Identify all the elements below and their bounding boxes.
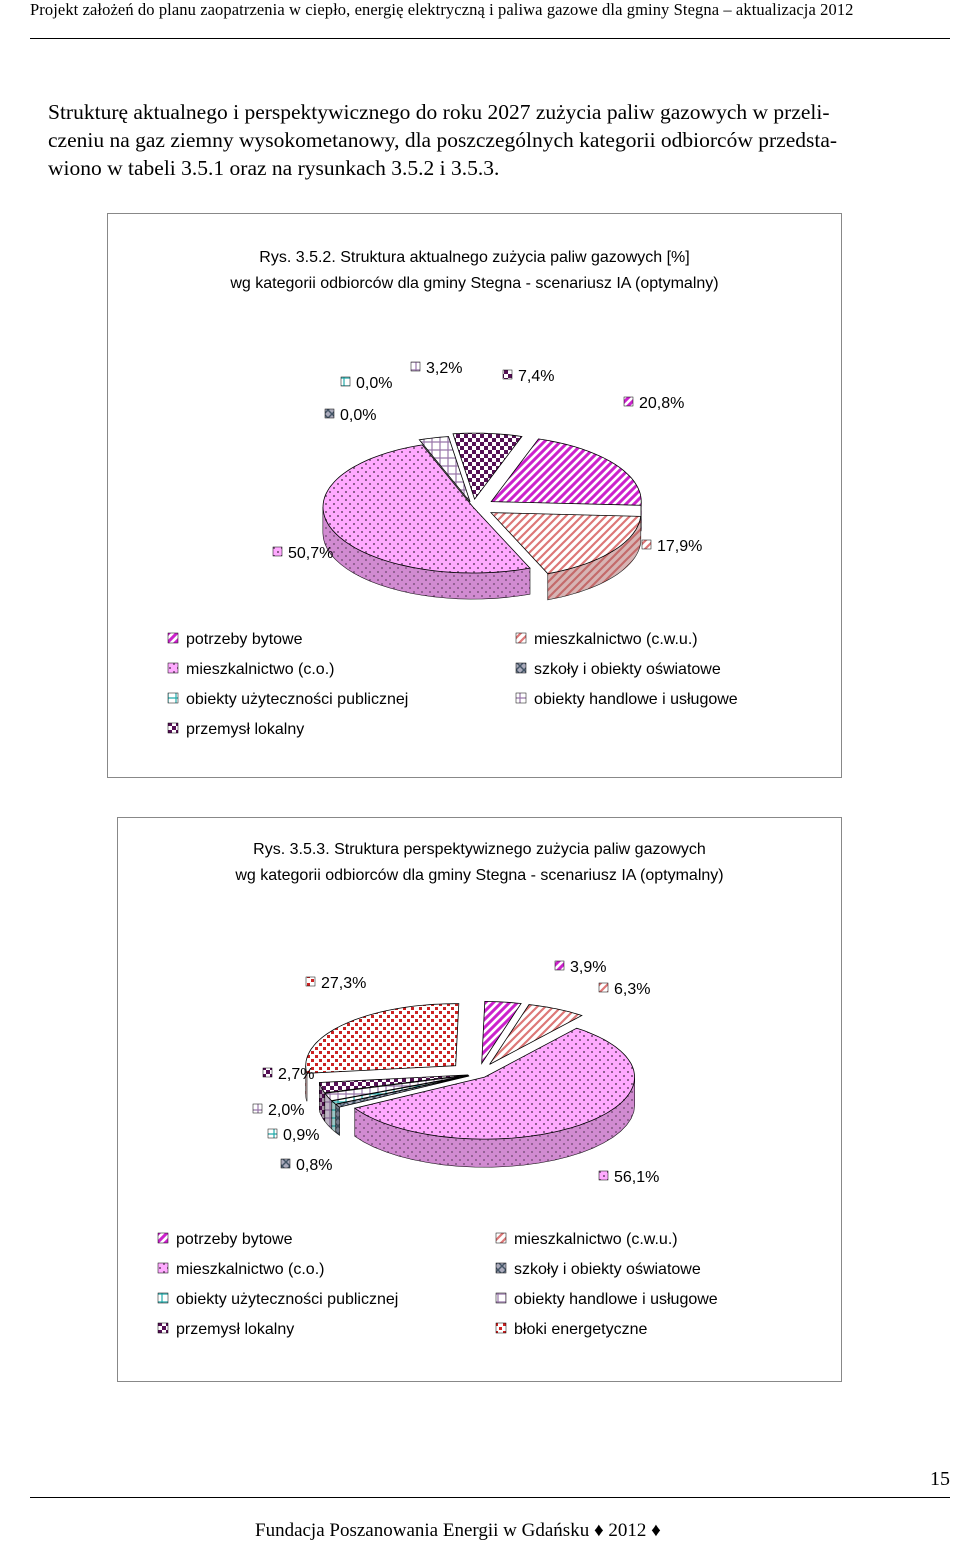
legend-label: szkoły i obiekty oświatowe: [534, 661, 721, 678]
svg-text:7,4%: 7,4%: [518, 368, 555, 385]
legend-swatch: [158, 1293, 168, 1303]
footer-divider: [30, 1497, 950, 1498]
legend-label: mieszkalnictwo (c.w.u.): [514, 1231, 678, 1248]
chart-title: Rys. 3.5.2. Struktura aktualnego zużycia paliw gazowych [%]: [259, 249, 690, 266]
legend-label: obiekty użyteczności publicznej: [176, 1291, 399, 1308]
legend-item: [496, 1321, 648, 1338]
legend-item: [496, 1261, 701, 1278]
legend-label: mieszkalnictwo (c.w.u.): [534, 631, 698, 648]
legend-label: obiekty użyteczności publicznej: [186, 691, 409, 708]
svg-text:20,8%: 20,8%: [639, 395, 685, 412]
legend-swatch: [496, 1233, 506, 1243]
legend-swatch: [158, 1263, 168, 1273]
svg-text:17,9%: 17,9%: [657, 538, 703, 555]
intro-paragraph: [48, 98, 948, 182]
chart-title: Rys. 3.5.3. Struktura perspektywiznego zużycia paliw gazowych: [253, 841, 706, 858]
legend-swatch: [496, 1263, 506, 1273]
pie-slice: [323, 445, 530, 599]
legend-item: [516, 661, 721, 678]
legend-label: obiekty handlowe i usługowe: [514, 1291, 718, 1308]
svg-text:0,0%: 0,0%: [356, 375, 393, 392]
data-label: [306, 975, 366, 992]
header-title: Projekt założeń do planu zaopatrzenia w ciepło, energię elektryczną i paliwa gazowe dla gminy Stegna – aktualizacja 2012: [30, 0, 854, 19]
legend-swatch: [168, 633, 178, 643]
legend-item: [168, 661, 334, 678]
svg-text:3,2%: 3,2%: [426, 360, 463, 377]
legend-swatch: [516, 663, 526, 673]
data-label: [599, 1169, 659, 1186]
svg-text:2,0%: 2,0%: [268, 1102, 305, 1119]
legend-label: mieszkalnictwo (c.o.): [186, 661, 335, 678]
header-divider: [30, 38, 950, 39]
legend-swatch: [168, 663, 178, 673]
data-label: [341, 375, 392, 392]
legend-swatch: [516, 633, 526, 643]
data-label: [624, 395, 684, 412]
legend-swatch: [496, 1323, 506, 1333]
legend-label: przemysł lokalny: [186, 721, 305, 738]
legend-swatch: [158, 1323, 168, 1333]
paragraph-line: czeniu na gaz ziemny wysokometanowy, dla poszczególnych kategorii odbiorców przedsta-: [48, 128, 838, 152]
svg-text:6,3%: 6,3%: [614, 981, 651, 998]
legend-swatch: [168, 723, 178, 733]
data-label: [555, 959, 606, 976]
svg-text:0,8%: 0,8%: [296, 1157, 333, 1174]
data-label: [503, 368, 554, 385]
legend-item: [158, 1291, 398, 1308]
legend-label: szkoły i obiekty oświatowe: [514, 1261, 701, 1278]
svg-text:50,7%: 50,7%: [288, 545, 334, 562]
svg-text:0,0%: 0,0%: [340, 407, 377, 424]
legend-item: [158, 1321, 294, 1338]
legend-item: [516, 691, 738, 708]
chart-svg: [108, 214, 841, 777]
data-label: [268, 1127, 319, 1144]
page-header: [0, 0, 960, 40]
legend-swatch: [516, 693, 526, 703]
legend-label: przemysł lokalny: [176, 1321, 295, 1338]
svg-text:2,7%: 2,7%: [278, 1066, 315, 1083]
data-label: [273, 545, 333, 562]
legend-item: [168, 631, 303, 648]
data-label: [263, 1066, 314, 1083]
svg-text:27,3%: 27,3%: [321, 975, 367, 992]
svg-text:56,1%: 56,1%: [614, 1169, 660, 1186]
page-number: 15: [930, 1468, 950, 1490]
legend-swatch: [168, 693, 178, 703]
legend-label: potrzeby bytowe: [186, 631, 303, 648]
data-label: [599, 981, 650, 998]
legend-swatch: [158, 1233, 168, 1243]
legend-label: mieszkalnictwo (c.o.): [176, 1261, 325, 1278]
svg-text:3,9%: 3,9%: [570, 959, 607, 976]
chart-subtitle: wg kategorii odbiorców dla gminy Stegna - scenariusz IA (optymalny): [230, 275, 719, 292]
data-label: [642, 538, 702, 555]
svg-text:0,9%: 0,9%: [283, 1127, 320, 1144]
legend-label: błoki energetyczne: [514, 1321, 648, 1338]
legend-item: [496, 1291, 718, 1308]
chart-svg: [118, 818, 841, 1381]
legend-swatch: [496, 1293, 506, 1303]
legend-item: [516, 631, 698, 648]
chart-current-structure: [107, 213, 842, 778]
footer-text: Fundacja Poszanowania Energii w Gdańsku ♦ 2012 ♦: [255, 1520, 661, 1541]
chart-future-structure: [117, 817, 842, 1382]
paragraph-line: wiono w tabeli 3.5.1 oraz na rysunkach 3.5.2 i 3.5.3.: [48, 156, 500, 180]
data-label: [281, 1157, 332, 1174]
legend-item: [496, 1231, 678, 1248]
data-label: [411, 360, 462, 377]
data-label: [325, 407, 376, 424]
legend-item: [158, 1261, 324, 1278]
chart-subtitle: wg kategorii odbiorców dla gminy Stegna - scenariusz IA (optymalny): [235, 867, 724, 884]
data-label: [253, 1102, 304, 1119]
legend-item: [168, 721, 304, 738]
legend-item: [168, 691, 408, 708]
paragraph-line: Strukturę aktualnego i perspektywicznego do roku 2027 zużycia paliw gazowych w przeli-: [48, 100, 830, 124]
legend-label: obiekty handlowe i usługowe: [534, 691, 738, 708]
legend-item: [158, 1231, 293, 1248]
legend-label: potrzeby bytowe: [176, 1231, 293, 1248]
